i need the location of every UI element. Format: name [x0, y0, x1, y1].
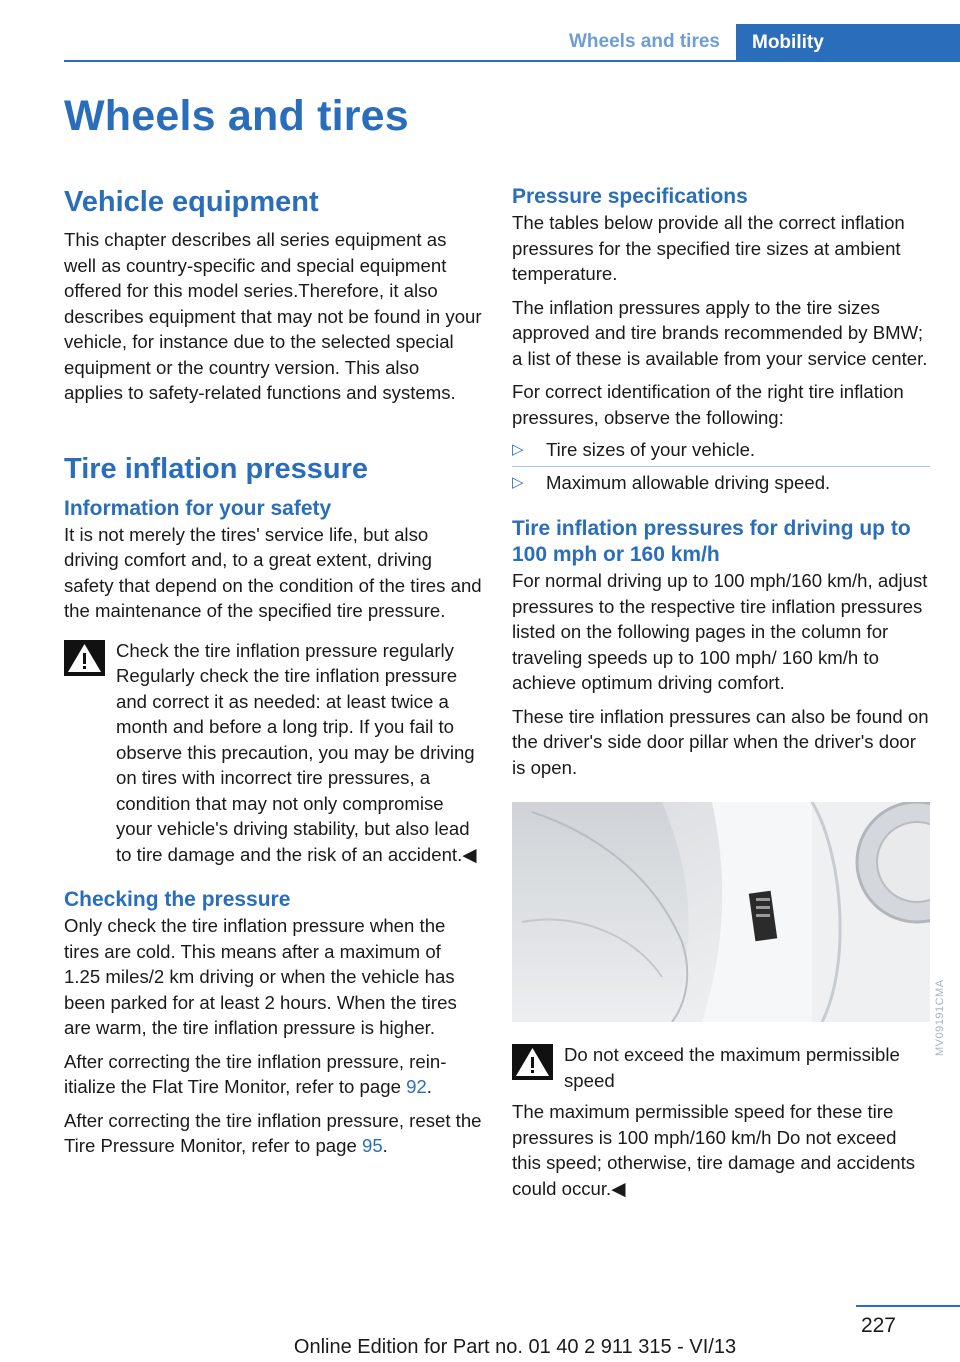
- flat-tire-period: .: [426, 1076, 432, 1097]
- link-page-92[interactable]: 92: [406, 1076, 427, 1097]
- door-pillar-photo: [512, 802, 930, 1022]
- photo-code: MV09191CMA: [934, 979, 946, 1056]
- bullet-text: Maximum allowable driving speed.: [546, 472, 831, 493]
- page-title: Wheels and tires: [64, 92, 409, 140]
- warning-icon: [512, 1044, 553, 1080]
- paragraph-spec-2: The inflation pressures apply to the tire sizes approved and tire brands recommended by BMW; a list of these is available from your service center.: [512, 296, 928, 369]
- chapter-tab: Mobility: [736, 24, 960, 62]
- flat-tire-text: After correcting the tire inflation pressure, reinitialize the Flat Tire Monitor, refer to page: [64, 1050, 447, 1097]
- heading-information-safety: Information for your safety: [64, 496, 332, 520]
- section-tab: Wheels and tires: [569, 31, 720, 52]
- page-number-rule: [856, 1305, 960, 1307]
- list-item: [512, 466, 930, 498]
- triangle-bullet-icon: ▷: [512, 441, 524, 458]
- warning-title: Check the tire inflation pressure regularly: [116, 639, 454, 661]
- tpm-text: After correcting the tire inflation pressure, reset the Tire Pressure Monitor, refer to page: [64, 1109, 482, 1156]
- warning-body-text: Regularly check the tire inflation pressure and correct it as needed: at least twice a month and before a long trip. If you fail to observe this precaution, you may be driving on tires with incorrect tire pressures, a condition that may not only compromise your vehicle's driving stability, but also lead to tire damage and the risk of an accident.◀: [116, 665, 477, 865]
- warning-body: [64, 663, 482, 867]
- footer-edition: Online Edition for Part no. 01 40 2 911 315 - VI/13: [293, 1336, 737, 1358]
- paragraph-spec-1: The tables below provide all the correct inflation pressures for the specified tire sizes at ambient temperature.: [512, 212, 905, 284]
- paragraph-spec-3: For correct identification of the right tire inflation pressures, observe the following:: [512, 381, 904, 428]
- link-page-95[interactable]: 95: [361, 1135, 383, 1156]
- tpm-period: .: [382, 1135, 388, 1156]
- list-item: [512, 434, 930, 466]
- paragraph-100mph-b: These tire inflation pressures can also be found on the driver's side door pillar when the driver's door is open.: [512, 705, 929, 778]
- header-rule: [64, 60, 960, 62]
- heading-vehicle-equipment: Vehicle equipment: [64, 186, 319, 218]
- warning-icon: [64, 640, 105, 676]
- warning-title: Do not exceed the maximum permissible speed: [564, 1044, 900, 1091]
- heading-pressures-100mph: Tire inflation pressures for driving up to 100 mph or 160 km/h: [512, 517, 911, 566]
- bullet-text: Tire sizes of your vehicle.: [546, 439, 756, 460]
- page-header: [64, 24, 960, 62]
- heading-checking-pressure: Checking the pressure: [64, 888, 291, 911]
- paragraph-vehicle-equipment: This chapter describes all series equipment as well as country-specific and special equipment offered for this model series.Therefore, it also describes equipment that may not be found in your vehicle, for instance due to the selected special equipment or the country version. This also applies to safety-related functions and systems.: [64, 229, 482, 403]
- paragraph-checking-pressure: Only check the tire inflation pressure when the tires are cold. This means after a maximum of 1.25 miles/2 km driving or when the vehicle has been parked for at least 2 hours. When the tires are warm, the tire inflation pressure is higher.: [64, 915, 457, 1038]
- heading-tire-inflation-pressure: Tire inflation pressure: [64, 452, 369, 485]
- page-number: 227: [860, 1314, 896, 1337]
- door-pillar-illustration: [512, 802, 930, 1022]
- warning-max-speed: [512, 1042, 930, 1093]
- paragraph-tire-pressure-monitor: [64, 1108, 482, 1159]
- paragraph-flat-tire-monitor: [64, 1049, 482, 1100]
- heading-pressure-specifications: Pressure specifications: [512, 185, 748, 208]
- warning-check-pressure: [64, 638, 482, 868]
- paragraph-information-safety: It is not merely the tires' service life, but also driving comfort and, to a great extent, driving safety that depend on the condition of the tires and the maintenance of the specified tire pressure.: [64, 523, 482, 621]
- warning-body: The maximum permissible speed for these tire pressures is 100 mph/160 km/h Do not exceed this speed; otherwise, tire damage and accidents could occur.◀: [512, 1101, 916, 1199]
- paragraph-100mph-a: For normal driving up to 100 mph/160 km/h, adjust pressures to the respective tire inflation pressures listed on the following pages in the column for traveling speeds up to 100 mph/ 160 km/h to achieve optimum driving comfort.: [512, 570, 928, 693]
- triangle-bullet-icon: ▷: [512, 474, 524, 491]
- left-column: [64, 183, 482, 1167]
- bullet-list: [512, 434, 930, 498]
- right-column: [512, 184, 930, 1209]
